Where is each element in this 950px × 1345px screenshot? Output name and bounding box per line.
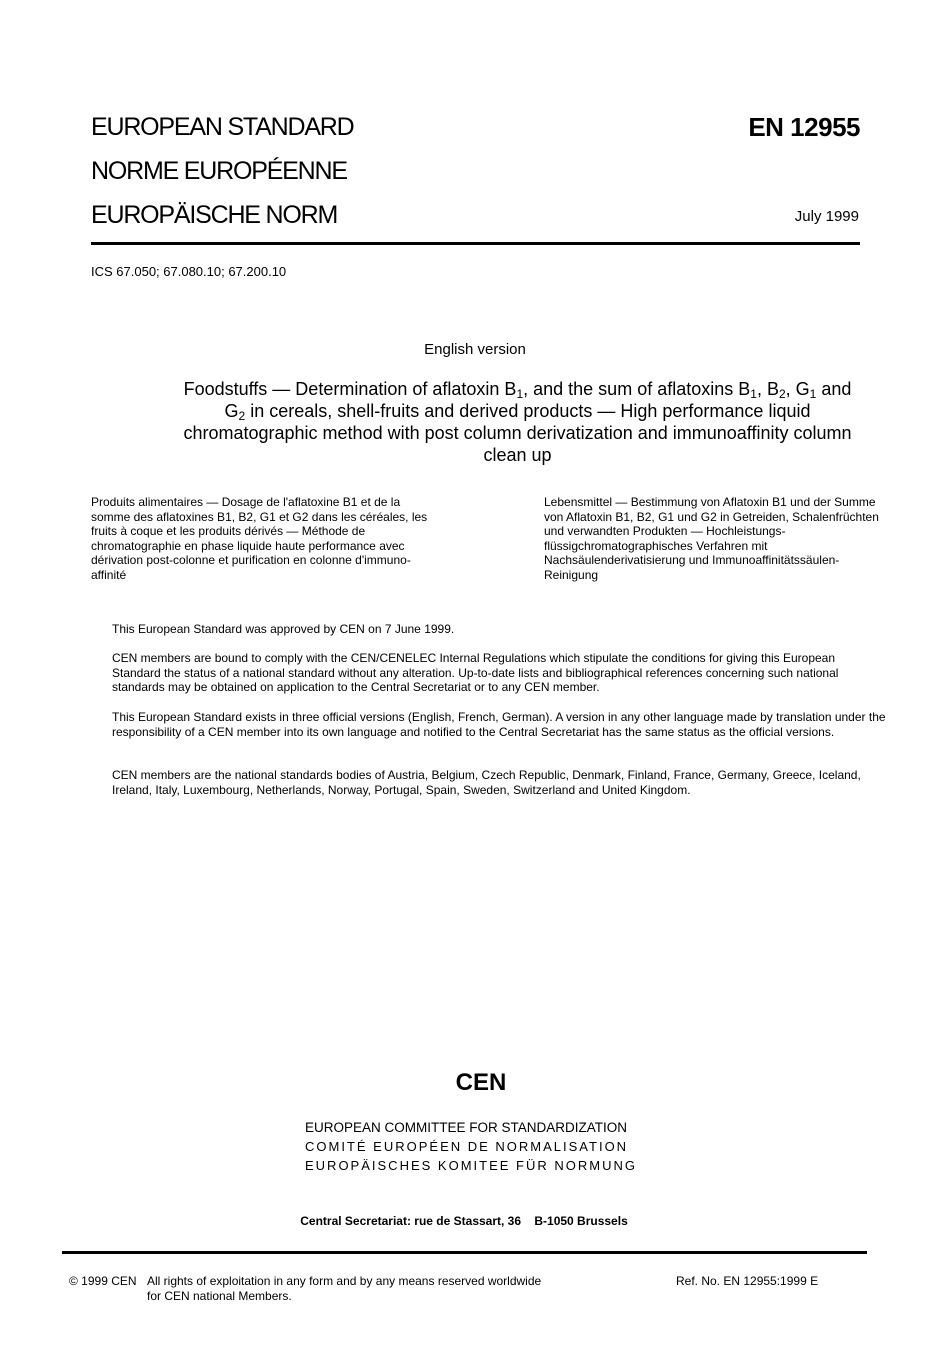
standard-number: EN 12955 — [748, 112, 860, 142]
approval-paragraph: This European Standard was approved by CEN on 7 June 1999. — [112, 622, 455, 636]
reference-number: Ref. No. EN 12955:1999 E — [676, 1274, 819, 1288]
title-english: EUROPEAN STANDARD — [91, 113, 354, 141]
committee-name-french: COMITÉ EUROPÉEN DE NORMALISATION — [305, 1139, 629, 1154]
title-translation-german: Lebensmittel — Bestimmung von Aflatoxin B1 und der Summe von Aflatoxin B1, B2, G1 und G2 in Getreiden, Schalenfrüchten und verwandten Produkten — Hochleistungs-flüssigchromatographisches Verfahren mit Nachsäulenderivatisierung und Immunoaffinitätssäulen-Reinigung — [544, 495, 879, 582]
ics-codes: ICS 67.050; 67.080.10; 67.200.10 — [91, 264, 287, 279]
copyright-notice: © 1999 CEN — [69, 1274, 137, 1288]
committee-name-english: EUROPEAN COMMITTEE FOR STANDARDIZATION — [305, 1120, 628, 1135]
footer-divider — [62, 1251, 867, 1254]
compliance-paragraph: CEN members are bound to comply with the CEN/CENELEC Internal Regulations which stipulate the conditions for giving this European Standard the status of a national standard without any alteration. Up-to-date lists and bibliographical references concerning such national standards may be obtained on application to the Central Secretariat or to any CEN member. — [112, 651, 839, 695]
title-translation-french: Produits alimentaires — Dosage de l'aflatoxine B1 et de la somme des aflatoxines B1, B2, G1 et G2 dans les céréales, les fruits à coque et les produits dérivés — Méthode de chromatographie en phase liquide haute performance avec dérivation post-colonne et purification en colonne d'immuno-affinité — [91, 495, 428, 582]
title-german: EUROPÄISCHE NORM — [91, 201, 338, 229]
version-label: English version — [424, 341, 526, 358]
document-title: Foodstuffs — Determination of aflatoxin $B_1$, and the sum of aflatoxins $B_1$, $B_2$, $G_1$ and $G_2$ in cereals, shell-fruits and derived products — High performance liquid chromatographic method with post column derivatization and immunoaffinity column clean up — [183, 379, 852, 465]
publication-date: July 1999 — [794, 208, 859, 225]
members-paragraph: CEN members are the national standards bodies of Austria, Belgium, Czech Republic, Denmark, Finland, France, Germany, Greece, Iceland, Ireland, Italy, Luxembourg, Netherlands, Norway, Portugal, Spain, Sweden, Switzerland and United Kingdom. — [112, 768, 861, 797]
secretariat-address: Central Secretariat: rue de Stassart, 36 B-1050 Brussels — [300, 1214, 628, 1228]
header-divider — [91, 242, 860, 245]
committee-name-german: EUROPÄISCHES KOMITEE FÜR NORMUNG — [305, 1158, 637, 1173]
title-french: NORME EUROPÉENNE — [91, 157, 347, 185]
rights-statement: All rights of exploitation in any form and by any means reserved worldwide for CEN national Members. — [147, 1274, 542, 1303]
cen-logo: CEN — [455, 1069, 507, 1096]
versions-paragraph: This European Standard exists in three official versions (English, French, German). A version in any other language made by translation under the responsibility of a CEN member into its own language and notified to the Central Secretariat has the same status as the official versions. — [112, 710, 886, 739]
